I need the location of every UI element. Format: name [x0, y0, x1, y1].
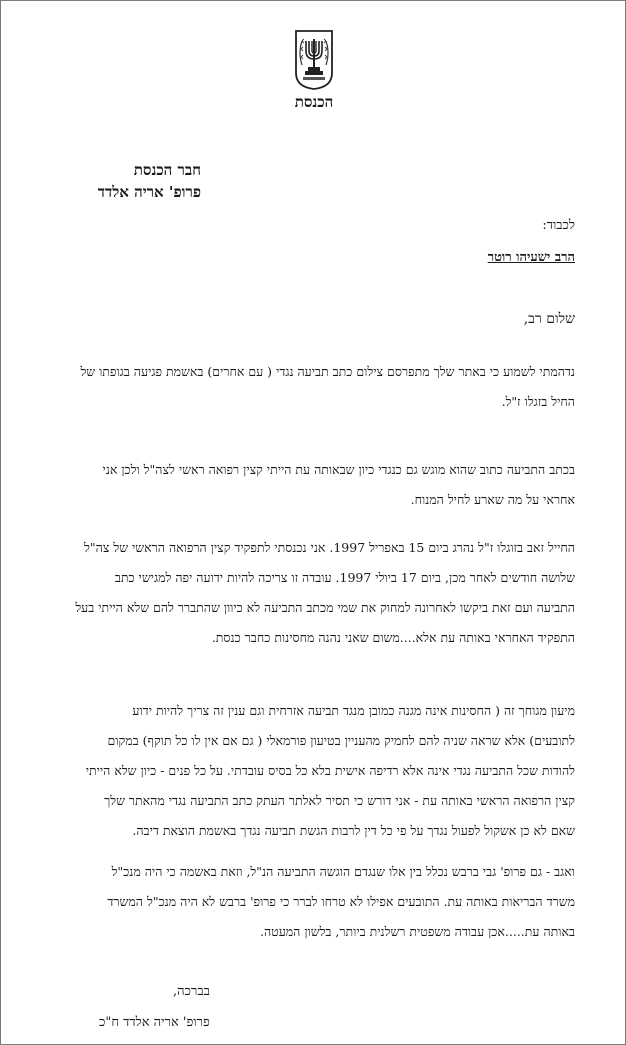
greeting: שלום רב, [523, 311, 575, 327]
paragraph-line: ואגב - גם פרופ' גבי ברבש נכלל בין אלו שנגדם הוגשה התביעה הנ"ל, וזאת באשמה כי היה מנכ"ל [111, 864, 575, 879]
paragraph-line: אחראי על מה שארע לחיל המנוח. [410, 492, 575, 507]
to-label: לכבוד: [542, 218, 575, 233]
paragraph-line: החיל בזגלו ז"ל. [501, 394, 575, 409]
paragraph [19, 857, 575, 947]
paragraph-line: התפקיד האחראי באותה עת אלא....משום שאני נהנה מחסינות כחבר כנסת. [211, 630, 575, 645]
recipient-name: הרב ישעיהו רוטר [487, 250, 575, 265]
paragraph [19, 533, 575, 653]
paragraph-line: שלושה חודשים לאחר מכן, ביום 17 ביולי 1997. עובדה זו צריכה להיות ידועה יפה למגישי כתב [114, 570, 575, 585]
paragraph-line: באותה עת.....אכן עבודה משפטית רשלנית ביותר, בלשון המעטה. [259, 924, 575, 939]
paragraph [19, 455, 575, 515]
sender-name: פרופ' אריה אלדד [97, 183, 201, 201]
menorah-emblem-icon [293, 29, 335, 91]
paragraph-line: להודות שכל התביעה נגדי אינה אלא רדיפה אישית בלא כל בסיס עובדתי. על כל פנים - כיון שלא הייתי [85, 763, 575, 778]
paragraph-line: נדהמתי לשמוע כי באתר שלך מתפרסם צילום כתב תביעה נגדי ( עם אחרים) באשמת פגיעה בגופתו של [80, 364, 575, 379]
paragraph-line: בכתב התביעה כתוב שהוא מוגש גם כנגדי כיון שבאותה עת הייתי קצין רפואה ראשי לצה"ל ולכן אני [102, 462, 575, 477]
sender-title: חבר הכנסת [133, 161, 201, 179]
paragraph-line: קצין הרפואה הראשי באותה עת - אני דורש כי תסיר לאלתר העתק כתב התביעה נגדי מהאתר שלך [104, 793, 575, 808]
paragraph-line: משרד הבריאות באותה עת. התובעים אפילו לא טרחו לברר כי פרופ' ברבש לא היה מנכ"ל המשרד [107, 894, 575, 909]
paragraph-line: מיעון מגוחך זה ( החסינות אינה מגנה כמובן מנגד תביעה אזרחית וגם ענין זה צריך להיות ידוע [132, 703, 575, 718]
org-name: הכנסת [294, 93, 334, 111]
closing: בברכה, [173, 984, 210, 999]
paragraph-line: לתובעים) אלא שראה שניה להם לחמיק מהעניין בטיעון פורמאלי ( גם אם אין לו כל תוקף) במקום [107, 733, 575, 748]
paragraph-line: התביעה ועם זאת ביקשו לאחרונה למחוק את שמי מכתב התביעה לא כיוון שהתברר להם שלא הייתי בעל [75, 600, 575, 615]
paragraph-line: שאם לא כן אשקול לפעול נגדך על פי כל דין לרבות הגשת תביעה נגדך באשמת הוצאת דיבה. [132, 823, 575, 838]
paragraph [19, 696, 575, 846]
signature: פרופ' אריה אלדד ח"כ [99, 1015, 210, 1030]
paragraph-line: החייל זאב בזוגלו ז"ל נהרג ביום 15 באפריל 1997. אני נכנסתי לתפקיד קצין הרפואה הראשי של צה"ל [84, 540, 575, 555]
paragraph [19, 357, 575, 417]
